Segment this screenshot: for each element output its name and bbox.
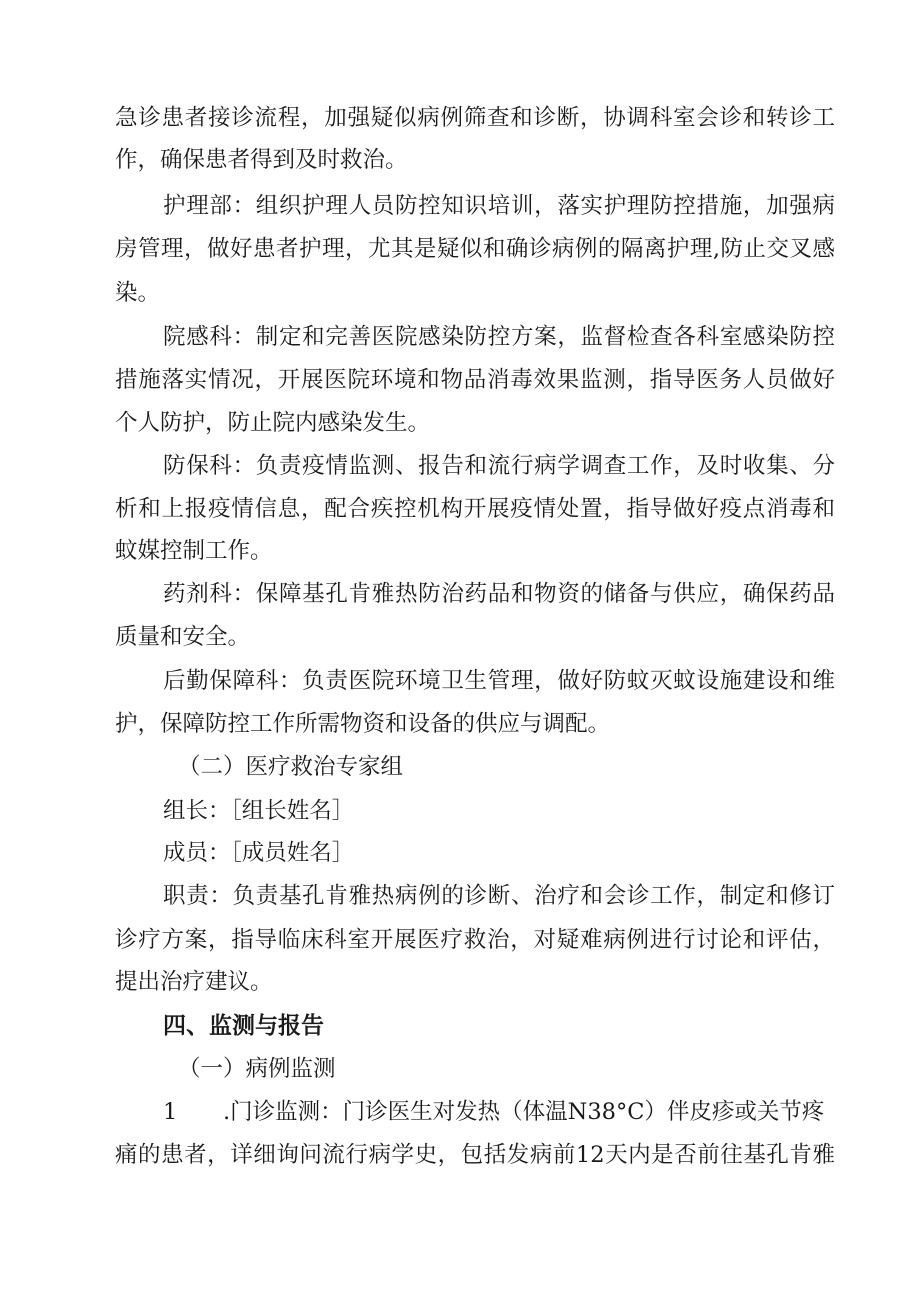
paragraph-line: 组长：［组长姓名］ xyxy=(163,798,355,824)
list-item-text: .门诊监测：门诊医生对发热（体温N38°C）伴皮疹或关节疼 xyxy=(223,1099,825,1125)
paragraph-line: 护理部：组织护理人员防控知识培训，落实护理防控措施，加强病 xyxy=(163,193,835,219)
paragraph-line: 急诊患者接诊流程，加强疑似病例筛查和诊断，协调科室会诊和转诊工 xyxy=(115,105,835,131)
paragraph-line: 房管理，做好患者护理，尤其是疑似和确诊病例的隔离护理,防止交叉感 xyxy=(115,236,835,262)
paragraph-line: 职责：负责基孔肯雅热病例的诊断、治疗和会诊工作，制定和修订 xyxy=(163,883,835,909)
paragraph-line: 痛的患者，详细询问流行病学史，包括发病前12天内是否前往基孔肯雅 xyxy=(115,1142,835,1168)
paragraph-line: 蚊媒控制工作。 xyxy=(115,538,273,564)
subsection-heading: （二）医疗救治专家组 xyxy=(178,754,404,780)
paragraph-line xyxy=(163,1097,835,1127)
paragraph-line: 诊疗方案，指导临床科室开展医疗救治，对疑难病例进行讨论和评估， xyxy=(115,927,835,953)
paragraph-line: 个人防护，防止院内感染发生。 xyxy=(115,410,431,436)
list-number: 1 xyxy=(163,1099,178,1125)
paragraph-line: 药剂科：保障基孔肯雅热防治药品和物资的储备与供应，确保药品 xyxy=(163,581,835,607)
paragraph-line: 作，确保患者得到及时救治。 xyxy=(115,147,408,173)
paragraph-line: 院感科：制定和完善医院感染防控方案，监督检查各科室感染防控 xyxy=(163,324,835,350)
section-heading: 四、监测与报告 xyxy=(163,1013,324,1039)
paragraph-line: 措施落实情况，开展医院环境和物品消毒效果监测，指导医务人员做好 xyxy=(115,367,835,393)
subsection-heading: （一）病例监测 xyxy=(178,1056,336,1082)
paragraph-line: 提出治疗建议。 xyxy=(115,969,273,995)
paragraph-line: 质量和安全。 xyxy=(115,624,251,650)
paragraph-line: 染。 xyxy=(115,280,161,306)
paragraph-line: 析和上报疫情信息，配合疾控机构开展疫情处置，指导做好疫点消毒和 xyxy=(115,496,835,522)
paragraph-line: 后勤保障科：负责医院环境卫生管理，做好防蚊灭蚊设施建设和维 xyxy=(163,668,835,694)
paragraph-line: 防保科：负责疫情监测、报告和流行病学调查工作，及时收集、分 xyxy=(163,453,835,479)
paragraph-line: 成员：［成员姓名］ xyxy=(163,840,355,866)
paragraph-line: 护，保障防控工作所需物资和设备的供应与调配。 xyxy=(115,711,611,737)
